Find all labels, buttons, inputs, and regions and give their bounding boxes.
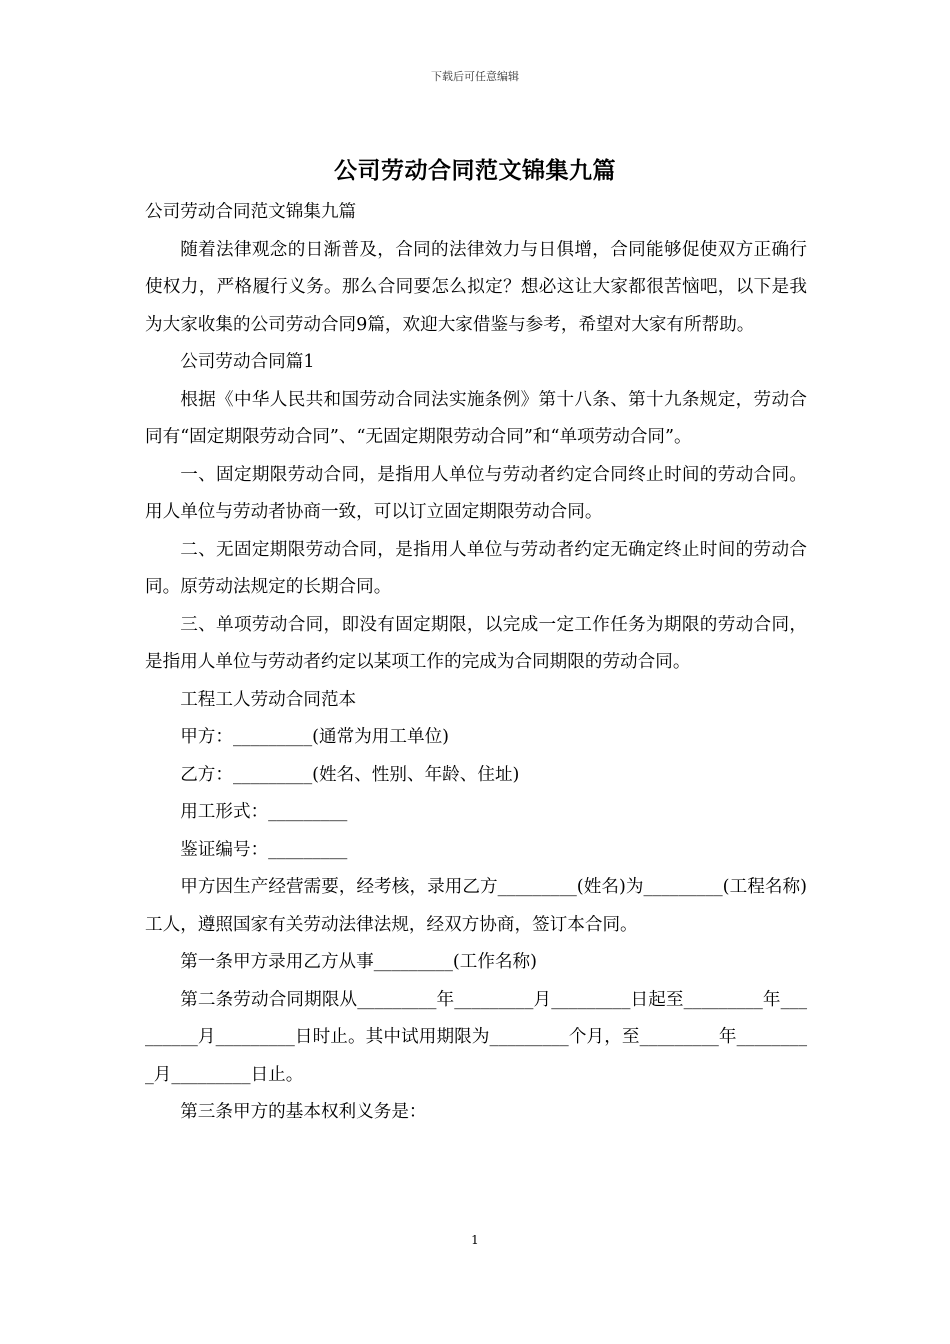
body-paragraph: 根据《中华人民共和国劳动合同法实施条例》第十八条、第十九条规定，劳动合同有“固定期限劳动合同”、“无固定期限劳动合同”和“单项劳动合同”。 (145, 389, 807, 447)
body-paragraph: 一、固定期限劳动合同，是指用人单位与劳动者约定合同终止时间的劳动合同。用人单位与劳动者协商一致，可以订立固定期限劳动合同。 (145, 464, 807, 522)
contract-article-3: 第三条甲方的基本权利义务是： (180, 1102, 427, 1122)
contract-article-1: 第一条甲方录用乙方从事_________(工作名称) (180, 952, 537, 972)
page-number: 1 (471, 1233, 479, 1247)
body-paragraph: 三、单项劳动合同，即没有固定期限，以完成一定工作任务为期限的劳动合同，是指用人单位与劳动者约定以某项工作的完成为合同期限的劳动合同。 (145, 614, 807, 672)
document-title: 公司劳动合同范文锦集九篇 (334, 157, 616, 184)
section-heading: 公司劳动合同篇1 (180, 352, 315, 372)
contract-article-2: 第二条劳动合同期限从_________年_________月_________日起至_________年_________月_________日时止。其中试用期限为_________个月，至_________年_________月_________日止。 (145, 989, 807, 1085)
contract-field-verification-number: 鉴证编号：_________ (180, 839, 348, 860)
body-paragraph: 甲方因生产经营需要，经考核，录用乙方_________(姓名)为_________(工程名称)工人，遵照国家有关劳动法律法规，经双方协商，签订本合同。 (145, 877, 807, 935)
contract-field-party-b: 乙方：_________(姓名、性别、年龄、住址) (180, 764, 520, 785)
document-body (145, 194, 807, 1132)
body-paragraph: 二、无固定期限劳动合同，是指用人单位与劳动者约定无确定终止时间的劳动合同。原劳动法规定的长期合同。 (145, 539, 807, 597)
section-heading: 工程工人劳动合同范本 (180, 689, 357, 710)
body-paragraph: 公司劳动合同范文锦集九篇 (145, 202, 357, 222)
contract-field-employment-form: 用工形式：_________ (180, 802, 348, 822)
page-header-note: 下载后可任意编辑 (431, 70, 519, 83)
contract-field-party-a: 甲方：_________(通常为用工单位) (180, 727, 450, 747)
body-paragraph: 随着法律观念的日渐普及，合同的法律效力与日俱增，合同能够促使双方正确行使权力，严格履行义务。那么合同要怎么拟定？想必这让大家都很苦恼吧，以下是我为大家收集的公司劳动合同9篇，欢迎大家借鉴与参考，希望对大家有所帮助。 (145, 239, 807, 335)
